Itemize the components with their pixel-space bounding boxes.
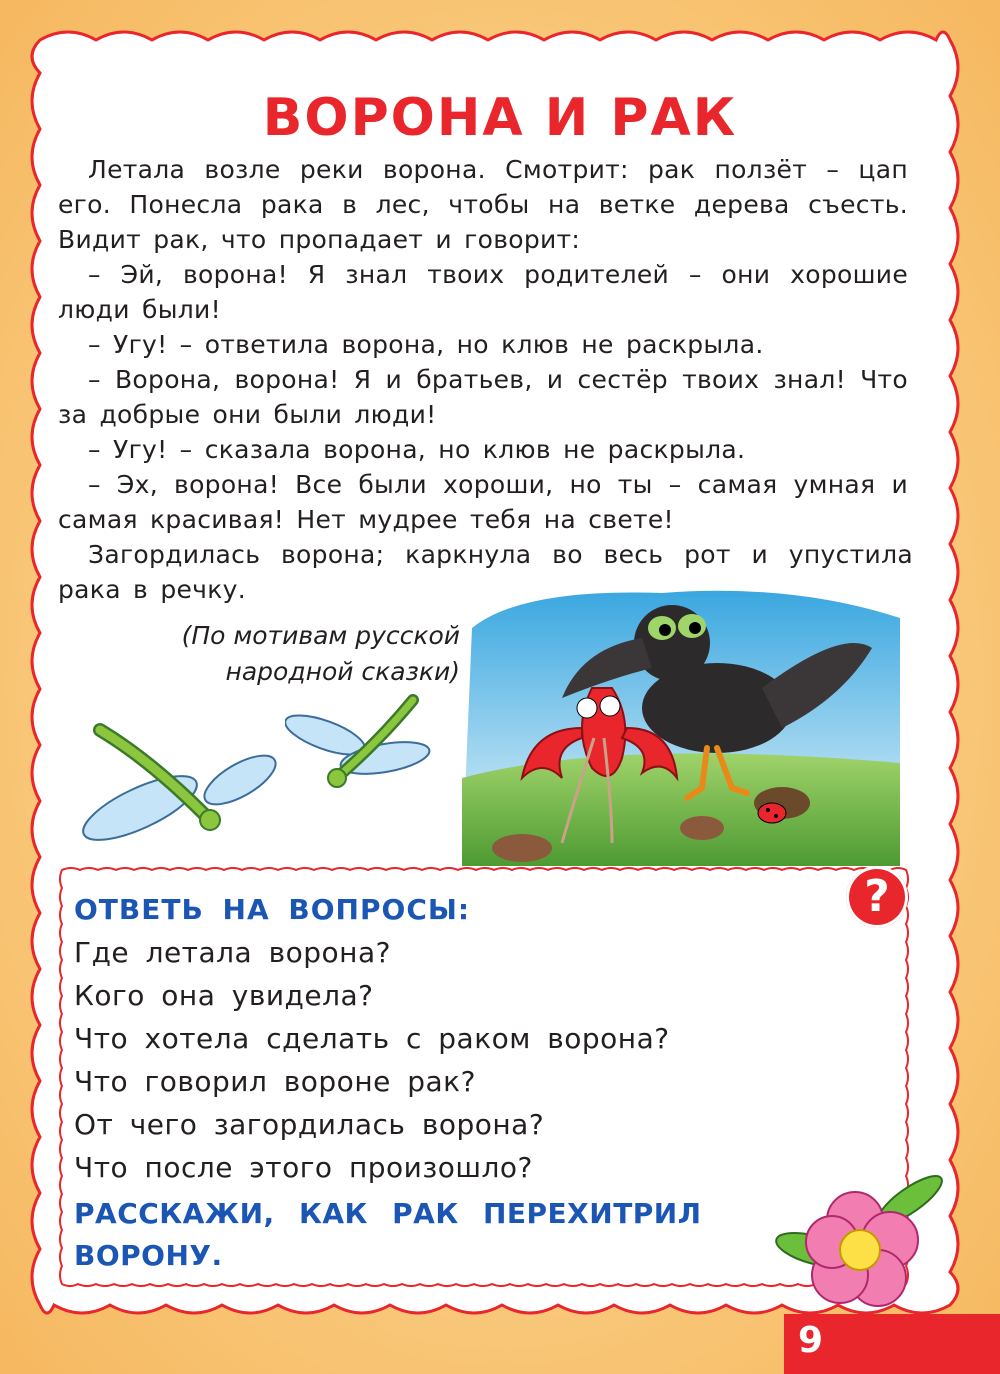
story-source [130,618,460,690]
source-line: народной сказки) [225,657,460,686]
questions-block [74,888,794,1277]
questions-heading: ОТВЕТЬ НА ВОПРОСЫ: [74,893,471,926]
page-number-tab [784,1314,1000,1374]
question-item: Где летала ворона? [74,936,391,969]
question-item: Кого она увидела? [74,979,374,1012]
story-paragraph: – Угу! – сказала ворона, но клюв не раскрыла. [88,435,746,464]
story-paragraph: – Эх, ворона! Все были хороши, но ты – самая умная и самая красивая! Нет мудрее тебя на свете! [58,470,908,534]
story-text [58,152,913,607]
page-title: ВОРОНА И РАК [262,88,738,148]
story-paragraph: – Угу! – ответила ворона, но клюв не раскрыла. [88,330,764,359]
retell-task: РАССКАЖИ, КАК РАК ПЕРЕХИТРИЛ ВОРОНУ. [74,1197,702,1272]
story-paragraph: – Эй, ворона! Я знал твоих родителей – они хорошие люди были! [58,260,908,324]
ladybug-icon [758,803,786,823]
source-line: (По мотивам русской [181,621,460,650]
crow-and-crayfish-illustration [462,588,900,866]
question-item: Что после этого произошло? [74,1151,533,1184]
dragonfly-icon [285,690,485,790]
question-mark-icon: ? [846,866,908,928]
dragonfly-icon [70,690,290,850]
story-paragraph: – Ворона, ворона! Я и братьев, и сестёр твоих знал! Что за добрые они были люди! [58,365,908,429]
question-item: Что хотела сделать с раком ворона? [74,1022,670,1055]
story-paragraph: Летала возле реки ворона. Смотрит: рак ползёт – цап его. Понесла рака в лес, чтобы на ветке дерева съесть. Видит рак, что пропадает и говорит: [58,155,908,254]
flower-icon [760,1160,960,1320]
question-item: От чего загордилась ворона? [74,1108,545,1141]
page-number: 9 [798,1320,824,1361]
question-item: Что говорил вороне рак? [74,1065,476,1098]
story-paragraph: Загордилась ворона; каркнула во весь рот и упустила рака в речку. [58,540,913,604]
